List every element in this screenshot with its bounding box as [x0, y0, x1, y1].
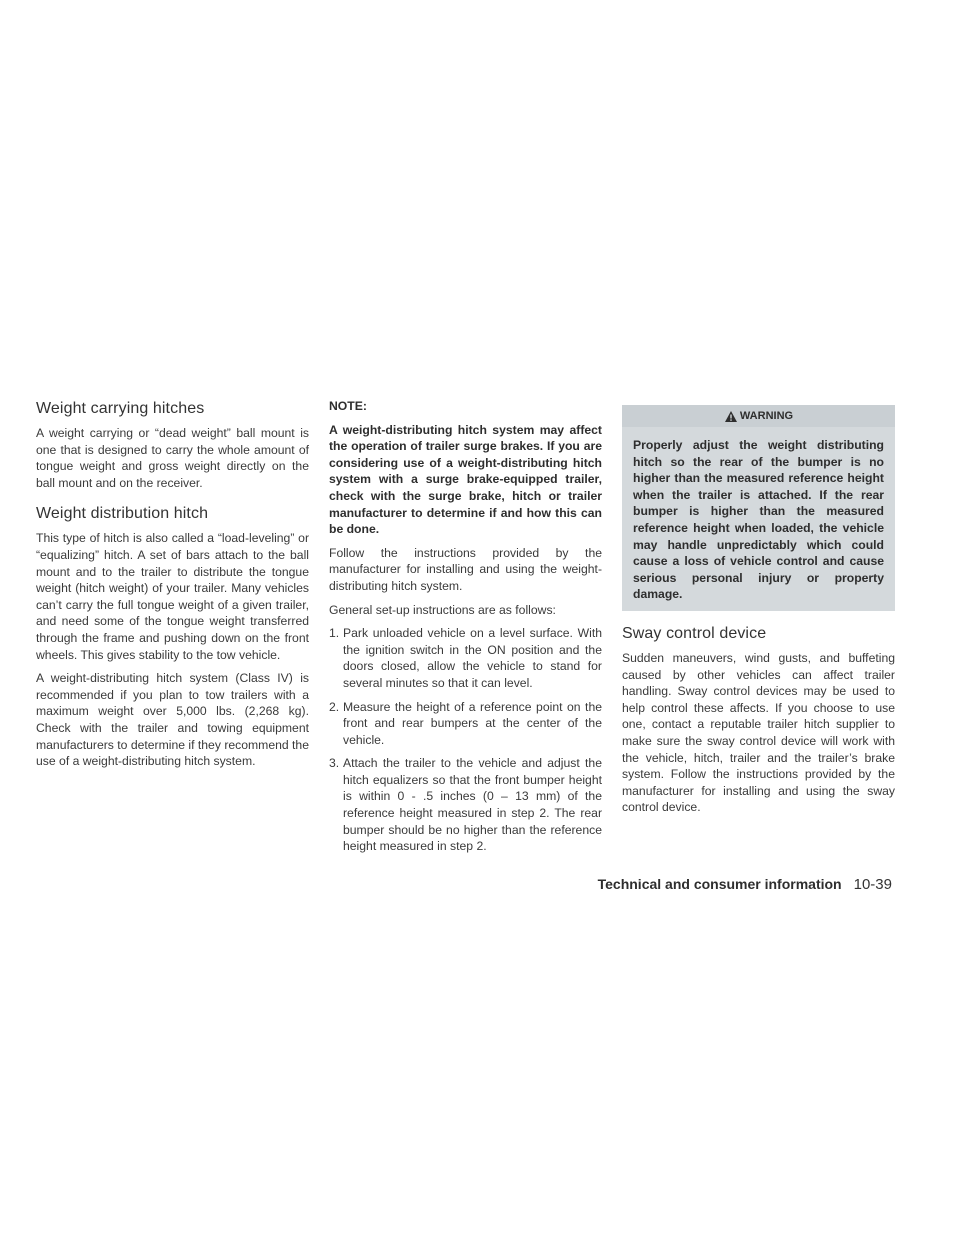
warning-box [622, 405, 895, 611]
column-middle [329, 398, 602, 862]
column-right [622, 398, 895, 823]
column-left [36, 398, 309, 777]
step-text: Attach the trailer to the vehicle and adjust the hitch equalizers so that the front bumper height is within 0 - .5 inches (0 – 13 mm) of the reference height measured in step 2. The rear bumper should be no higher than the reference height measured in step 2. [343, 756, 602, 854]
heading-weight-carrying-hitches: Weight carrying hitches [36, 400, 205, 417]
warning-header [622, 405, 895, 427]
paragraph-sway-control: Sudden maneuvers, wind gusts, and buffeting caused by other vehicles can affect trailer handling. Sway control devices may be used to help control these affects. If you choose to use one, contact a reputable trailer hitch supplier to make sure the sway control device will work with the vehicle, hitch, trailer and the trailer’s brake system. Follow the instructions provided by the manufacturer for installing and using the sway control device. [622, 650, 895, 815]
warning-title: WARNING [739, 410, 794, 422]
step-number: 1. [329, 626, 340, 641]
paragraph-class-iv: A weight-distributing hitch system (Class IV) is recommended if you plan to tow trailers with a maximum weight over 5,000 lbs. (2,268 kg). Check with the trailer and towing equipment manufacturers to determine if they recommend the use of a weight-distributing hitch system. [36, 671, 309, 769]
setup-steps-list [329, 625, 602, 855]
note-text: A weight-distributing hitch system may affect the operation of trailer surge brakes. If you are considering use of a weight-distributing hitch system with a surge brake-equipped trailer, check with the surge brake, hitch or trailer manufacturer to determine if and how this can be done. [329, 422, 602, 537]
paragraph-follow-instructions: Follow the instructions provided by the manufacturer for installing and using the weight-distributing hitch system. [329, 545, 602, 593]
heading-sway-control-device: Sway control device [622, 624, 767, 642]
step-number: 2. [329, 699, 340, 714]
note-label: NOTE: [329, 399, 367, 413]
step-text: Measure the height of a reference point on the front and rear bumpers at the center of the vehicle. [343, 699, 602, 747]
list-item [329, 625, 602, 691]
footer-section-title: Technical and consumer information [597, 876, 842, 892]
page-footer [598, 876, 892, 893]
list-item [329, 755, 602, 855]
warning-triangle-icon [724, 410, 738, 423]
warning-text: Properly adjust the weight distributing hitch so the rear of the bumper is no higher than the measured reference height when the trailer is attached. If the rear bumper is higher than the measured reference height when loaded, the vehicle may handle unpredictably which could cause a loss of vehicle control and cause serious personal injury or property damage. [633, 438, 884, 602]
heading-weight-distribution-hitch: Weight distribution hitch [36, 505, 209, 523]
paragraph-setup-intro: General set-up instructions are as follows: [329, 602, 556, 617]
paragraph-weight-carrying: A weight carrying or “dead weight” ball mount is one that is designed to carry the whole amount of tongue weight and gross weight directly on the ball mount and on the receiver. [36, 426, 309, 490]
paragraph-weight-distribution: This type of hitch is also called a “load-leveling” or “equalizing” hitch. A set of bars attach to the ball mount and to the trailer to distribute the tongue weight (hitch weight) of your trailer. Many vehicles can’t carry the full tongue weight of a given trailer, and need some of the tongue weight transferred through the frame and pushing down on the front wheels. This gives stability to the tow vehicle. [36, 531, 309, 662]
step-number: 3. [329, 756, 340, 771]
list-item [329, 699, 602, 749]
page-number: 10-39 [853, 876, 892, 893]
step-text: Park unloaded vehicle on a level surface. With the ignition switch in the ON position and the doors closed, allow the vehicle to stand for several minutes so that it can level. [343, 626, 602, 690]
